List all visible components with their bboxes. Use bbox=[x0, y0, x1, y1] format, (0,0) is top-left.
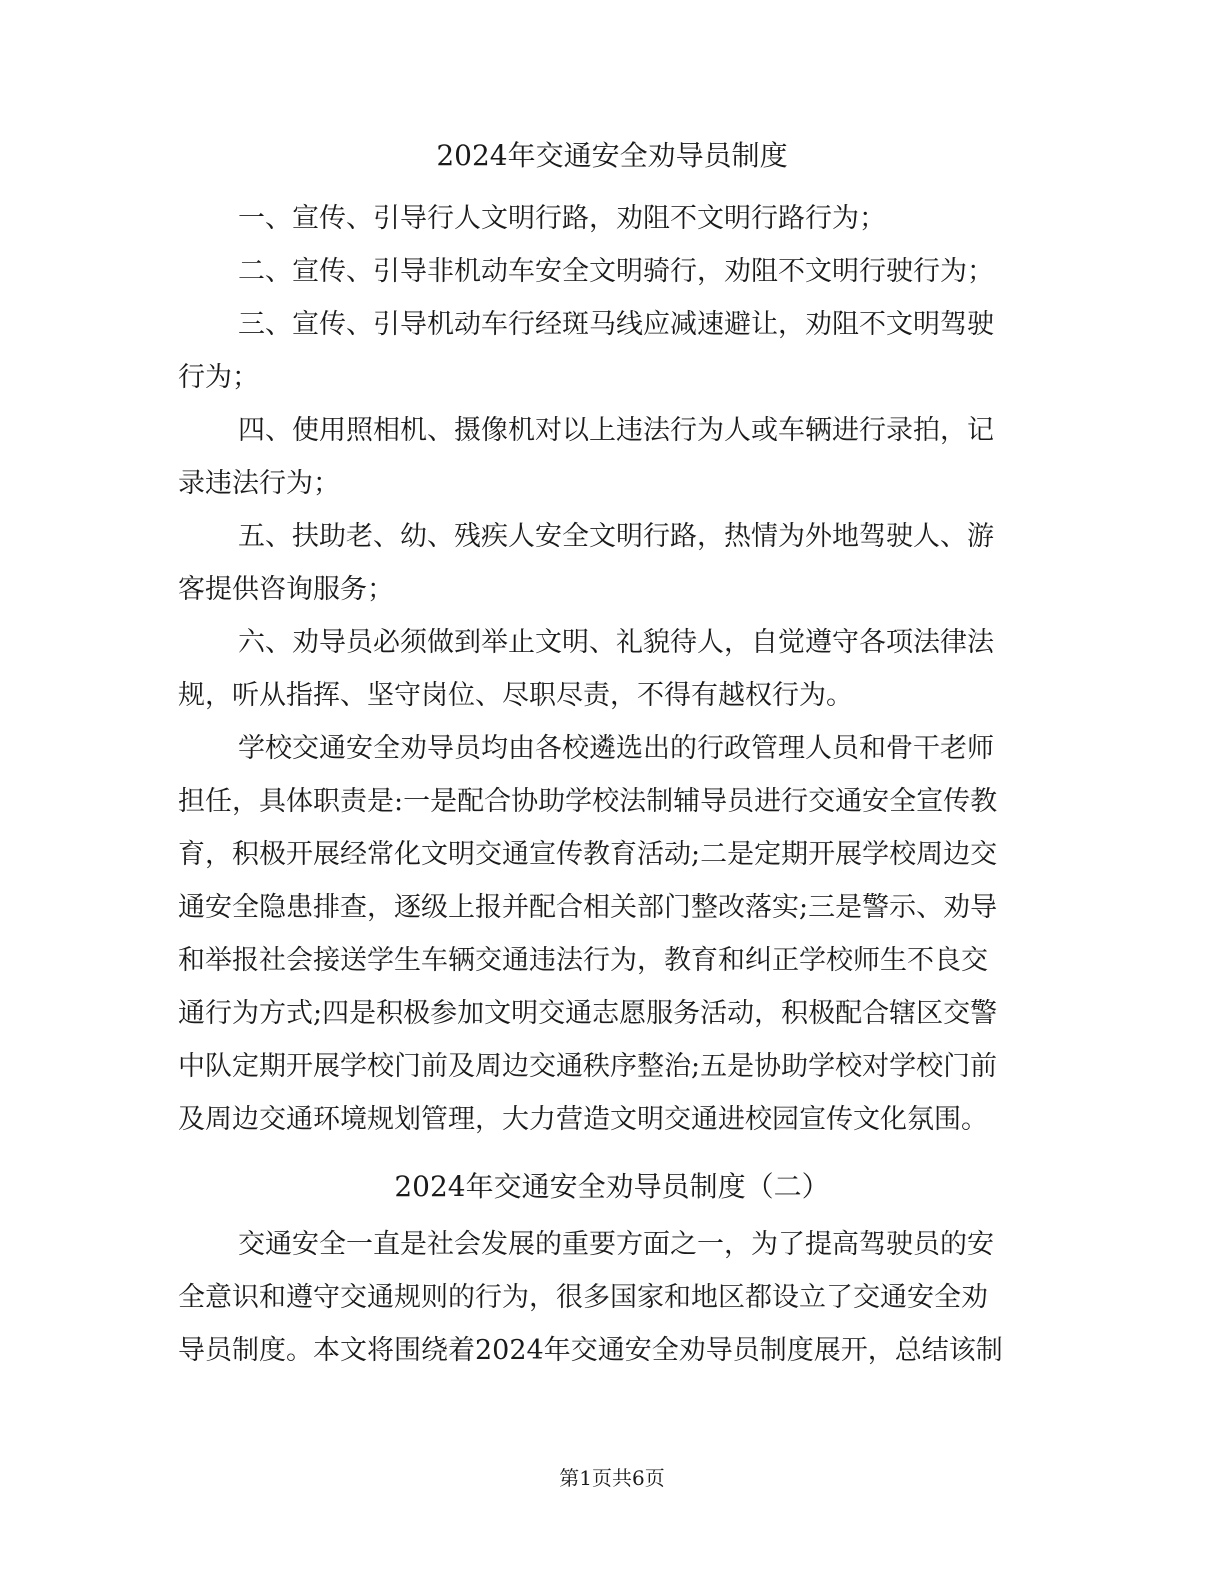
paragraph-line: 行为； bbox=[178, 362, 259, 393]
paragraph-line: 中队定期开展学校门前及周边交通秩序整治;五是协助学校对学校门前 bbox=[178, 1051, 998, 1082]
paragraph-line: 三、宣传、引导机动车行经斑马线应减速避让，劝阻不文明驾驶 bbox=[238, 309, 994, 340]
paragraph-line: 录违法行为； bbox=[178, 468, 340, 499]
section-2-body bbox=[178, 1218, 1028, 1377]
paragraph-line: 四、使用照相机、摄像机对以上违法行为人或车辆进行录拍，记 bbox=[238, 415, 994, 446]
page-footer: 第1页共6页 bbox=[559, 1466, 665, 1490]
paragraph-line: 六、劝导员必须做到举止文明、礼貌待人，自觉遵守各项法律法 bbox=[238, 627, 994, 658]
paragraph-line: 五、扶助老、幼、残疾人安全文明行路，热情为外地驾驶人、游 bbox=[238, 521, 994, 552]
document-title: 2024年交通安全劝导员制度 bbox=[436, 139, 788, 172]
paragraph-line: 及周边交通环境规划管理，大力营造文明交通进校园宣传文化氛围。 bbox=[178, 1104, 988, 1135]
paragraph-line: 导员制度。本文将围绕着2024年交通安全劝导员制度展开，总结该制 bbox=[178, 1335, 1003, 1366]
section-2-title: 2024年交通安全劝导员制度（二） bbox=[394, 1170, 830, 1203]
section-1-body bbox=[178, 192, 1028, 1146]
paragraph-line: 规，听从指挥、坚守岗位、尽职尽责，不得有越权行为。 bbox=[178, 680, 853, 711]
paragraph-line: 全意识和遵守交通规则的行为，很多国家和地区都设立了交通安全劝 bbox=[178, 1282, 988, 1313]
paragraph-line: 二、宣传、引导非机动车安全文明骑行，劝阻不文明行驶行为； bbox=[238, 256, 994, 287]
paragraph-line: 通安全隐患排查，逐级上报并配合相关部门整改落实;三是警示、劝导 bbox=[178, 892, 998, 923]
paragraph-line: 一、宣传、引导行人文明行路，劝阻不文明行路行为； bbox=[238, 203, 886, 234]
paragraph-line: 客提供咨询服务； bbox=[178, 574, 394, 605]
paragraph-line: 担任，具体职责是:一是配合协助学校法制辅导员进行交通安全宣传教 bbox=[178, 786, 998, 817]
paragraph-line: 和举报社会接送学生车辆交通违法行为，教育和纠正学校师生不良交 bbox=[178, 945, 988, 976]
paragraph-line: 通行为方式;四是积极参加文明交通志愿服务活动，积极配合辖区交警 bbox=[178, 998, 998, 1029]
paragraph-line: 交通安全一直是社会发展的重要方面之一，为了提高驾驶员的安 bbox=[238, 1229, 994, 1260]
paragraph-line: 育，积极开展经常化文明交通宣传教育活动;二是定期开展学校周边交 bbox=[178, 839, 998, 870]
paragraph-line: 学校交通安全劝导员均由各校遴选出的行政管理人员和骨干老师 bbox=[238, 733, 994, 764]
